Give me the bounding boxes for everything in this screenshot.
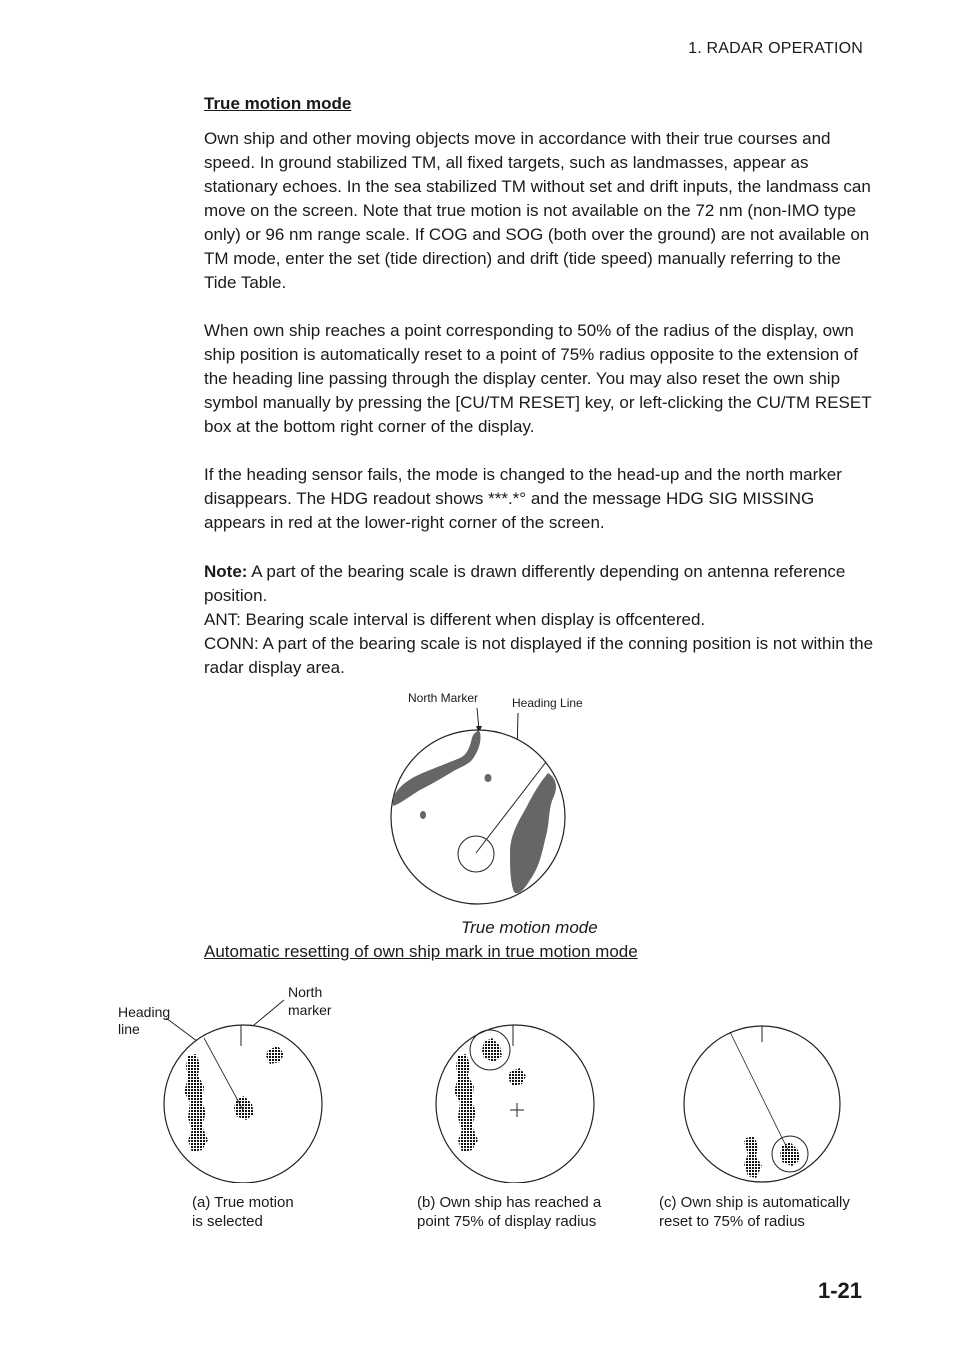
heading-line-label-2: line [118, 1021, 140, 1037]
radar-display-diagram [380, 686, 600, 911]
paragraph-text: If the heading sensor fails, the mode is changed to the head-up and the north marker disappears. The HDG readout shows ***.*° and the message HDG SIG MISSING appears in red at the lower-right corner of the screen. [204, 465, 842, 532]
caption-a-line1: (a) True motion [192, 1194, 294, 1211]
note-text: A part of the bearing scale is drawn differently depending on antenna reference position. [204, 562, 846, 605]
caption-b [417, 1193, 601, 1231]
heading-line-label-1: Heading [118, 1004, 171, 1020]
true-motion-figure [380, 686, 600, 911]
caption-b-line2: point 75% of display radius [417, 1213, 597, 1230]
note-conn: CONN: A part of the bearing scale is not displayed if the conning position is not within the radar display area. [204, 634, 874, 677]
note-block [204, 560, 876, 680]
section-title: True motion mode [204, 94, 352, 113]
target-echo [420, 811, 426, 819]
paragraph-heading-sensor [204, 463, 876, 535]
auto-reset-figure [110, 978, 870, 1183]
target-echo [485, 774, 492, 782]
paragraph-text: Own ship and other moving objects move in accordance with their true courses and speed. In ground stabilized TM, all fixed targets, such as landmasses, appear as stationary echoes. In the sea stabilized TM without set and drift inputs, the landmass can move on the screen. Note that true motion is not available on the 72 nm (non-IMO type only) or 96 nm range scale. If COG and SOG (both over the ground) are not available on TM mode, enter the set (tide direction) and drift (tide speed) manually referring to the Tide Table. [204, 129, 871, 292]
north-marker-label-2: marker [288, 1002, 332, 1018]
panel-b [436, 1025, 594, 1183]
radar-circle-c [684, 1026, 840, 1182]
paragraph-text: When own ship reaches a point corresponding to 50% of the radius of the display, own ship position is automatically reset to a point of 75% radius opposite to the extension of the heading line passing through the display center. You may also reset the own ship symbol manually by pressing the [CU/TM RESET] key, or left-clicking the CU/TM RESET box at the bottom right corner of the display. [204, 321, 872, 436]
heading-line-label: Heading Line [512, 696, 583, 710]
north-marker-label-1: North [288, 984, 323, 1000]
note-main [204, 560, 876, 608]
caption-c [659, 1193, 850, 1231]
note-label: Note: [204, 562, 248, 581]
page-header: 1. RADAR OPERATION [688, 40, 863, 57]
north-marker-label: North Marker [408, 691, 479, 705]
caption-c-line2: reset to 75% of radius [659, 1213, 805, 1230]
panel-c [684, 1026, 840, 1182]
page-number: 1-21 [817, 1278, 862, 1303]
paragraph-reset [204, 319, 876, 439]
caption-a [192, 1193, 294, 1231]
caption-a-line2: is selected [192, 1213, 263, 1230]
caption-c-line1: (c) Own ship is automatically [659, 1194, 850, 1211]
paragraph-true-motion-intro [204, 127, 876, 295]
radar-circle-b [436, 1025, 594, 1183]
caption-b-line1: (b) Own ship has reached a [417, 1194, 602, 1211]
figure2-title: Automatic resetting of own ship mark in true motion mode [204, 942, 638, 961]
note-ant: ANT: Bearing scale interval is different when display is offcentered. [204, 610, 706, 629]
auto-reset-diagram [110, 978, 870, 1183]
panel-a [164, 1025, 322, 1183]
figure1-caption: True motion mode [461, 918, 598, 937]
